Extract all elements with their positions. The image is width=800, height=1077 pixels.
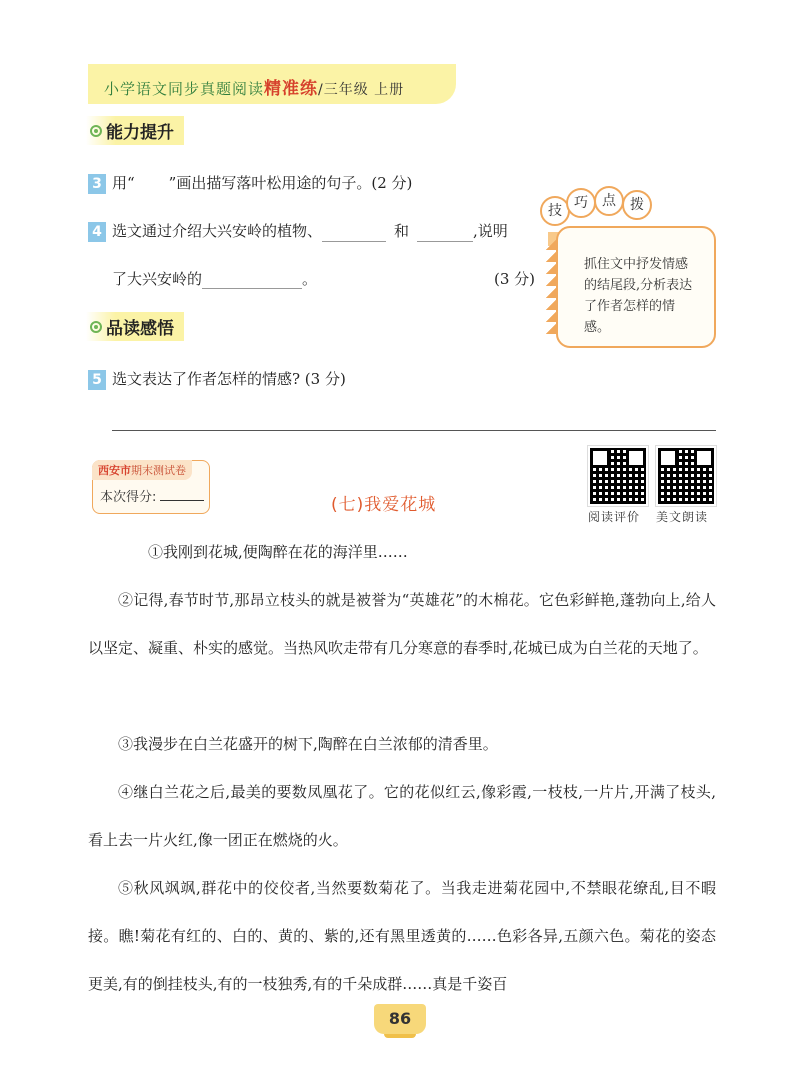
qr-code-reading[interactable] (656, 446, 716, 506)
section-appreciation-label: 品读感悟 (106, 319, 174, 339)
question-3-before: 用“ (112, 174, 135, 192)
question-3-after: ”画出描写落叶松用途的句子。(2 分) (168, 174, 413, 192)
page-number: 86 (374, 1004, 426, 1034)
question-5-text: 选文表达了作者怎样的情感? (3 分) (112, 370, 346, 388)
question-number: 4 (88, 222, 106, 242)
paragraph-1: ①我刚到花城,便陶醉在花的海洋里…… (148, 543, 408, 561)
lesson-title: (七)我爱花城 (331, 495, 437, 515)
exam-title (92, 460, 192, 480)
tip-badge-1: 技 (540, 196, 570, 226)
question-5 (88, 368, 346, 390)
series-emphasis: 精准练 (264, 79, 319, 99)
series-prefix: 小学语文同步真题阅读 (104, 80, 265, 98)
question-4-part2: 和 (394, 222, 410, 240)
answer-blank-1[interactable] (322, 225, 386, 242)
qr-code-evaluation[interactable] (588, 446, 648, 506)
tip-badge-2: 巧 (566, 188, 596, 218)
qr-label-evaluation: 阅读评价 (588, 510, 641, 524)
question-4-line2 (112, 268, 317, 289)
question-4-part1: 选文通过介绍大兴安岭的植物、 (112, 222, 323, 240)
tip-badge-4: 拨 (622, 190, 652, 220)
exam-name: 期末测试卷 (131, 464, 186, 477)
answer-blank-2[interactable] (417, 225, 473, 242)
section-appreciation (86, 312, 184, 341)
question-4-part3: ,说明 (473, 222, 508, 240)
question-4 (88, 220, 508, 242)
paragraph-4: ④继白兰花之后,最美的要数凤凰花了。它的花似红云,像彩霞,一枝枝,一片片,开满了枝头,看上去一片火红,像一团正在燃烧的火。 (88, 783, 716, 849)
score-label: 本次得分: (100, 490, 157, 505)
section-ability (86, 116, 184, 145)
tip-zigzag-edge (546, 238, 558, 334)
section-ability-label: 能力提升 (106, 123, 174, 143)
tip-text: 抓住文中抒发情感的结尾段,分析表达了作者怎样的情感。 (584, 257, 693, 335)
score-input-line[interactable] (160, 500, 204, 501)
mark-symbol-blank (135, 178, 169, 194)
section-bullet-icon (90, 125, 102, 137)
book-series-title (104, 74, 404, 99)
section-bullet-icon (90, 321, 102, 333)
exam-city: 西安市 (98, 464, 131, 477)
question-3 (88, 172, 412, 194)
tip-badge-3: 点 (594, 186, 624, 216)
qr-label-reading: 美文朗读 (656, 510, 709, 524)
grade-label: /三年级 上册 (318, 82, 405, 98)
question-4-score: (3 分) (494, 270, 536, 288)
paragraph-5: ⑤秋风飒飒,群花中的佼佼者,当然要数菊花了。当我走进菊花园中,不禁眼花缭乱,目不暇接。瞧!菊花有红的、白的、黄的、紫的,还有黑里透黄的……色彩各异,五颜六色。菊花的姿态更美,有的倒挂枝头,有的一枝独秀,有的千朵成群……真是千姿百 (88, 879, 716, 993)
paragraph-3: ③我漫步在白兰花盛开的树下,陶醉在白兰浓郁的清香里。 (118, 735, 498, 753)
question-4-line2-text: 了大兴安岭的 (112, 270, 203, 288)
question-number: 3 (88, 174, 106, 194)
question-4-dot: 。 (302, 270, 318, 288)
section-divider (112, 430, 716, 431)
answer-blank-3[interactable] (202, 272, 302, 289)
paragraph-2: ②记得,春节时节,那昂立枝头的就是被誉为“英雄花”的木棉花。它色彩鲜艳,蓬勃向上,给人以坚定、凝重、朴实的感觉。当热风吹走带有几分寒意的春季时,花城已成为白兰花的天地了。 (88, 591, 716, 657)
question-number: 5 (88, 370, 106, 390)
